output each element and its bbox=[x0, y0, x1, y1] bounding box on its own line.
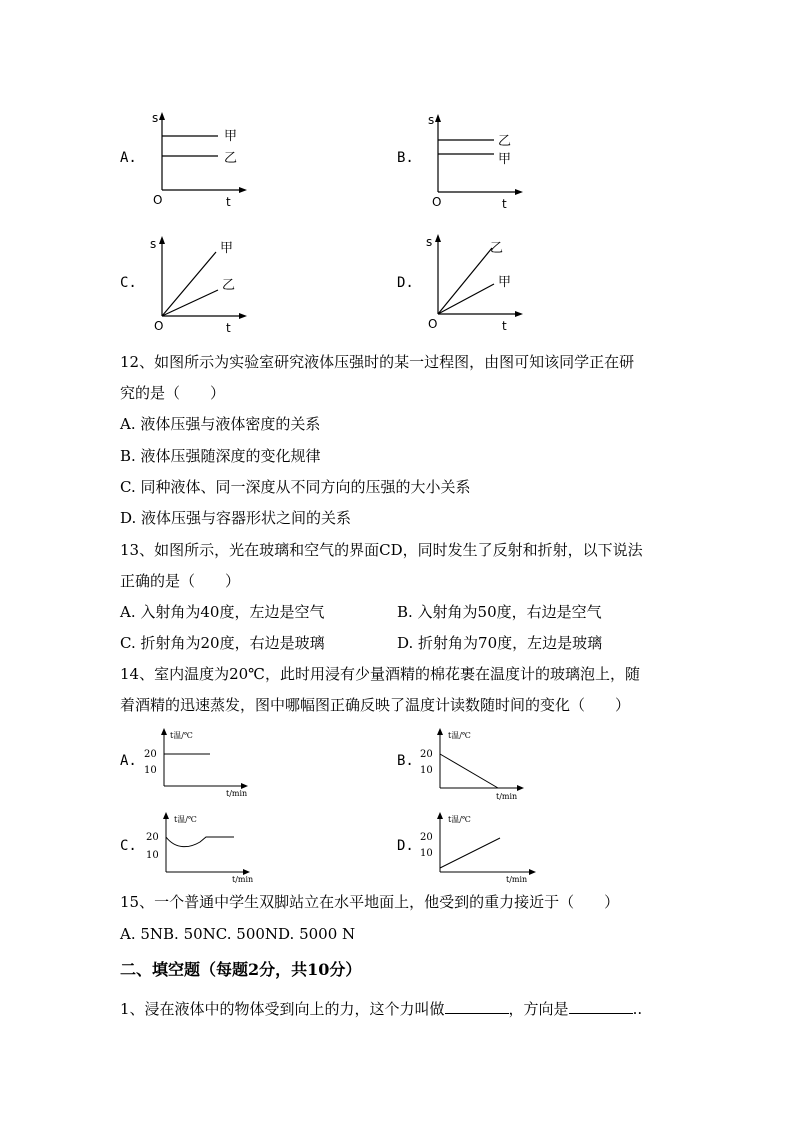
q14-b-y20: 20 bbox=[420, 749, 433, 760]
q11-b-origin: O bbox=[432, 195, 442, 209]
q15-options: A. 5NB. 50NC. 500ND. 5000 N bbox=[120, 925, 356, 943]
q11-graph-b bbox=[424, 112, 524, 212]
q14-d-ylabel: t温/℃ bbox=[448, 815, 471, 824]
section2-q1-part2: ，方向是 bbox=[508, 1000, 569, 1018]
q11-option-d-letter: D. bbox=[397, 275, 414, 291]
section2-q1 bbox=[120, 999, 642, 1019]
q14-a-xlabel: t/min bbox=[226, 789, 248, 798]
q11-d-shallow-line bbox=[438, 284, 494, 314]
q14-option-c-letter: C. bbox=[120, 838, 137, 854]
q14-d-y20: 20 bbox=[420, 832, 433, 843]
q11-c-s-label: s bbox=[150, 237, 157, 251]
q11-option-c-letter: C. bbox=[120, 275, 137, 291]
q11-a-t-label: t bbox=[226, 195, 231, 209]
q11-d-lower-label: 甲 bbox=[498, 275, 512, 290]
q11-a-origin: O bbox=[153, 193, 163, 207]
q11-option-a-letter: A. bbox=[120, 150, 137, 166]
section2-q1-blank1[interactable] bbox=[445, 999, 509, 1014]
q14-graph-a bbox=[140, 726, 260, 798]
q14-b-curve bbox=[440, 754, 498, 788]
q12-stem-line1: 12、如图所示为实验室研究液体压强时的某一过程图，由图可知该同学正在研 bbox=[120, 353, 635, 371]
q11-d-steep-line bbox=[438, 248, 492, 314]
q14-b-ylabel: t温/℃ bbox=[448, 731, 471, 740]
q14-option-d-letter: D. bbox=[397, 838, 414, 854]
q14-a-y20: 20 bbox=[144, 749, 157, 760]
q11-b-upper-label: 乙 bbox=[498, 134, 512, 149]
q14-c-curve bbox=[166, 837, 234, 847]
q11-c-origin: O bbox=[154, 319, 164, 333]
q14-graph-c bbox=[144, 810, 264, 884]
q14-stem-line2: 着酒精的迅速蒸发，图中哪幅图正确反映了温度计读数随时间的变化（ ） bbox=[120, 696, 631, 714]
q14-a-ylabel: t温/℃ bbox=[170, 731, 193, 740]
q14-graph-d bbox=[418, 810, 548, 884]
q14-c-xlabel: t/min bbox=[232, 875, 254, 884]
q14-b-y10: 10 bbox=[420, 765, 433, 776]
q11-b-t-label: t bbox=[502, 197, 507, 211]
q12-option-b: B. 液体压强随深度的变化规律 bbox=[120, 447, 321, 465]
q14-d-xlabel: t/min bbox=[506, 875, 528, 884]
q14-c-ylabel: t温/℃ bbox=[174, 815, 197, 824]
q11-graph-c bbox=[148, 234, 248, 334]
q12-option-a: A. 液体压强与液体密度的关系 bbox=[120, 415, 321, 433]
q13-option-b: B. 入射角为50度，右边是空气 bbox=[397, 603, 602, 621]
q11-c-shallow-line bbox=[162, 290, 218, 316]
q14-stem-line1: 14、室内温度为20℃，此时用浸有少量酒精的棉花裹在温度计的玻璃泡上，随 bbox=[120, 665, 640, 683]
section2-title: 二、填空题（每题2分，共10分） bbox=[120, 960, 362, 979]
q12-stem-line2: 究的是（ ） bbox=[120, 384, 226, 402]
q15-stem: 15、一个普通中学生双脚站立在水平地面上，他受到的重力接近于（ ） bbox=[120, 893, 620, 911]
q11-b-lower-label: 甲 bbox=[498, 152, 512, 167]
q14-c-y20: 20 bbox=[146, 832, 159, 843]
q11-d-upper-label: 乙 bbox=[490, 241, 504, 256]
q11-d-s-label: s bbox=[426, 235, 433, 249]
q11-d-t-label: t bbox=[502, 319, 507, 332]
section2-q1-blank2[interactable] bbox=[569, 999, 633, 1014]
q11-a-s-label: s bbox=[152, 111, 159, 125]
q13-stem-line2: 正确的是（ ） bbox=[120, 572, 241, 590]
q13-option-a: A. 入射角为40度，左边是空气 bbox=[120, 603, 325, 621]
q11-c-lower-label: 乙 bbox=[222, 278, 236, 293]
q14-b-xlabel: t/min bbox=[496, 792, 518, 801]
q11-graph-a bbox=[148, 110, 248, 210]
section2-q1-part1: 1、浸在液体中的物体受到向上的力，这个力叫做 bbox=[120, 1000, 445, 1018]
q11-c-upper-label: 甲 bbox=[220, 241, 234, 256]
q13-option-d: D. 折射角为70度，左边是玻璃 bbox=[397, 634, 603, 652]
q11-option-b-letter: B. bbox=[397, 150, 414, 166]
q14-d-curve bbox=[440, 838, 500, 868]
section2-q1-end: .. bbox=[632, 1000, 643, 1018]
q14-a-y10: 10 bbox=[144, 765, 157, 776]
q13-stem-line1: 13、如图所示，光在玻璃和空气的界面CD，同时发生了反射和折射，以下说法 bbox=[120, 541, 643, 559]
q11-c-t-label: t bbox=[226, 321, 231, 334]
q11-graph-d bbox=[424, 232, 524, 332]
q12-option-c: C. 同种液体、同一深度从不同方向的压强的大小关系 bbox=[120, 478, 471, 496]
q11-a-upper-label: 甲 bbox=[224, 129, 238, 144]
q11-c-steep-line bbox=[162, 252, 216, 316]
q14-option-b-letter: B. bbox=[397, 753, 414, 769]
q14-d-y10: 10 bbox=[420, 848, 433, 859]
q11-a-lower-label: 乙 bbox=[224, 151, 238, 166]
q11-d-origin: O bbox=[428, 317, 438, 331]
q14-c-y10: 10 bbox=[146, 850, 159, 861]
q14-graph-b bbox=[418, 726, 538, 802]
q14-option-a-letter: A. bbox=[120, 753, 137, 769]
q13-option-c: C. 折射角为20度，右边是玻璃 bbox=[120, 634, 325, 652]
q12-option-d: D. 液体压强与容器形状之间的关系 bbox=[120, 509, 352, 527]
q11-b-s-label: s bbox=[428, 113, 435, 127]
